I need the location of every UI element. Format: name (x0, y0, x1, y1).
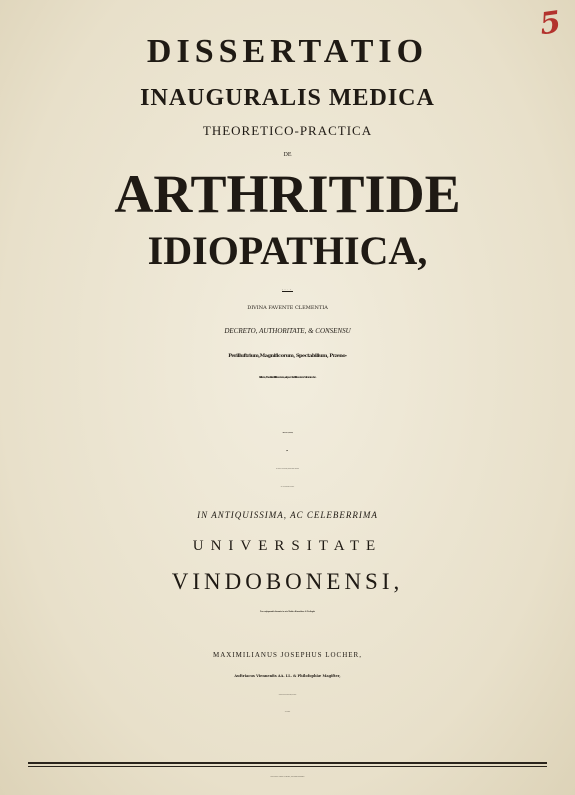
disputation-line-2 (0, 742, 575, 757)
divina-favente-line: DIVINA FAVENTE CLEMENTIA (247, 305, 328, 311)
body-line-3 (0, 389, 575, 406)
body-line-8: DD. Medicorum Collegii. (280, 487, 295, 488)
university-line-2: UNIVERSITATE (192, 538, 383, 554)
title-line-dissertatio: DISSERTATIO (146, 33, 429, 70)
body-line-1: Perilluftrium,Magnificorum, Spectabilium, Præno- (228, 353, 347, 359)
body-line-5 (0, 425, 575, 442)
author-line-1: Auftriacus Viennenfis AA. LL. & Philofophiæ Magifter, (234, 674, 341, 678)
purpose-line-2 (0, 622, 575, 637)
body-line-4 (0, 407, 575, 424)
quam-line: QUAM (282, 290, 293, 291)
body-line-2: bilium, Excellentiffimorum, atque Clariffimorum Virorum &c. (259, 376, 316, 379)
university-line-1: IN ANTIQUISSIMA, AC CELEBERRIMA (197, 510, 378, 520)
imprint-rule-inner (28, 766, 547, 767)
author-name: MAXIMILIANUS JOSEPHUS LOCHER, (213, 651, 362, 659)
title-line-de: DE (283, 152, 292, 158)
body-line-6 (0, 443, 575, 460)
author-line-3 (0, 704, 575, 720)
decreto-line: DECRETO, AUTHORITATE, & CONSENSU (224, 327, 351, 335)
imprint-line: Typis Francifci Andreæ Kirchberger, Univerfitatis Typographi. (270, 777, 305, 778)
title-line-idiopathica: IDIOPATHICA, (147, 228, 428, 273)
author-line-2 (0, 687, 575, 703)
page-number-mark: 5 (537, 4, 564, 43)
title-line-arthritide: ARTHRITIDE (114, 164, 461, 224)
body-line-7 (0, 461, 575, 478)
imprint-rule-top (28, 762, 547, 764)
title-line-inauguralis: INAUGURALIS MEDICA (140, 85, 435, 111)
title-line-theoretico: THEORETICO-PRACTICA (202, 123, 373, 138)
purpose-line-1: Pro confequendis Summis in arte Medica Honoribus, & Privilegiis (260, 612, 315, 613)
disputation-line-1 (0, 725, 575, 740)
university-line-3: VINDOBONENSI, (171, 569, 404, 594)
